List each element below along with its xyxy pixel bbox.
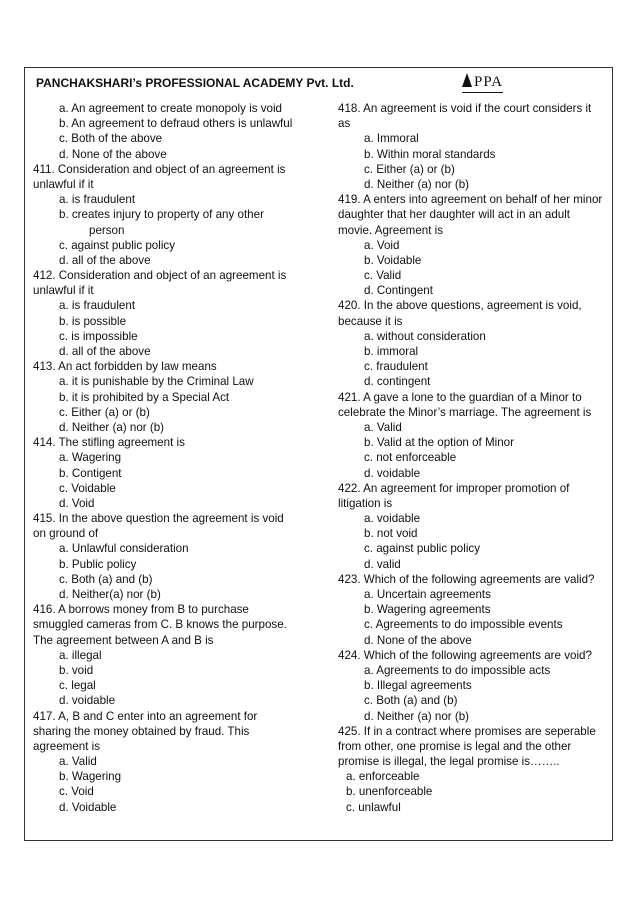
question-line: on ground of bbox=[33, 527, 99, 541]
question-line: 413. An act forbidden by law means bbox=[33, 360, 217, 374]
option-line: b. immoral bbox=[364, 345, 419, 358]
option-line: c. against public policy bbox=[364, 542, 480, 556]
option-line: a. An agreement to create monopoly is void bbox=[59, 102, 282, 115]
option-line: b. void bbox=[59, 663, 94, 677]
question-line: as bbox=[338, 117, 351, 131]
question-line: smuggled cameras from C. B knows the purpose. bbox=[33, 618, 287, 632]
option-line: d. all of the above bbox=[59, 345, 151, 358]
option-line: d. Neither (a) nor (b) bbox=[59, 420, 165, 434]
ppa-logo bbox=[462, 72, 503, 93]
option-line: d. all of the above bbox=[59, 253, 151, 267]
question-line: 419. A enters into agreement on behalf of her minor bbox=[338, 193, 603, 207]
question-line: from other, one promise is legal and the other bbox=[338, 739, 572, 753]
question-line: 414. The stifling agreement is bbox=[33, 436, 185, 450]
question-line: litigation is bbox=[338, 496, 393, 510]
question-line: 411. Consideration and object of an agreement is bbox=[33, 162, 286, 176]
option-line: c. Both of the above bbox=[59, 132, 163, 146]
question-line: 425. If in a contract where promises are seperable bbox=[338, 724, 596, 738]
option-line: b. Voidable bbox=[364, 253, 422, 267]
question-line: daughter that her daughter will act in an adult bbox=[338, 208, 571, 222]
option-line: b. creates injury to property of any other bbox=[59, 208, 264, 222]
option-line: b. is possible bbox=[59, 314, 127, 328]
question-line: 412. Consideration and object of an agreement is bbox=[33, 269, 287, 283]
option-line: b. it is prohibited by a Special Act bbox=[59, 390, 230, 404]
option-line: d. None of the above bbox=[59, 147, 167, 161]
option-line: a. is fraudulent bbox=[59, 193, 136, 207]
question-line: agreement is bbox=[33, 739, 101, 753]
option-line: b. Wagering bbox=[59, 770, 122, 784]
option-line: b. Within moral standards bbox=[364, 147, 496, 161]
option-line: b. Public policy bbox=[59, 557, 137, 571]
option-line: a. Uncertain agreements bbox=[364, 588, 491, 601]
option-line: b. unenforceable bbox=[346, 785, 433, 799]
right-column bbox=[338, 101, 608, 815]
question-line: 420. In the above questions, agreement is void, bbox=[338, 299, 582, 313]
option-line: c. Either (a) or (b) bbox=[59, 405, 150, 419]
option-line: a. Immoral bbox=[364, 132, 419, 146]
option-line: d. Contingent bbox=[364, 284, 433, 298]
question-line: unlawful if it bbox=[33, 177, 94, 191]
left-column bbox=[33, 101, 313, 815]
option-line: a. Valid bbox=[364, 420, 402, 434]
option-line: d. Void bbox=[59, 496, 95, 510]
option-line: d. valid bbox=[364, 557, 401, 571]
option-line: a. Wagering bbox=[59, 451, 122, 465]
option-line: c. Both (a) and (b) bbox=[59, 572, 153, 586]
option-line: c. not enforceable bbox=[364, 451, 457, 465]
question-line: 415. In the above question the agreement is void bbox=[33, 512, 284, 526]
option-line: c. Both (a) and (b) bbox=[364, 694, 458, 708]
option-line: a. Unlawful consideration bbox=[59, 542, 189, 556]
option-line: a. illegal bbox=[59, 648, 102, 662]
page-header-title: PANCHAKSHARI’s PROFESSIONAL ACADEMY Pvt. Ltd. bbox=[36, 76, 354, 90]
option-line: a. Valid bbox=[59, 755, 97, 769]
option-line: a. Agreements to do impossible acts bbox=[364, 663, 551, 677]
option-line: c. Agreements to do impossible events bbox=[364, 618, 563, 632]
option-line: person bbox=[89, 223, 125, 237]
option-line: a. enforceable bbox=[346, 770, 420, 784]
option-line: a. is fraudulent bbox=[59, 299, 136, 313]
question-line: 418. An agreement is void if the court considers it bbox=[338, 102, 592, 115]
option-line: d. None of the above bbox=[364, 633, 472, 647]
question-line: 424. Which of the following agreements are void? bbox=[338, 648, 592, 662]
logo-text: PPA bbox=[474, 74, 504, 90]
option-line: c. legal bbox=[59, 679, 96, 693]
option-line: d. Neither (a) nor (b) bbox=[364, 177, 470, 191]
question-line: because it is bbox=[338, 314, 403, 328]
question-line: 417. A, B and C enter into an agreement for bbox=[33, 709, 258, 723]
option-line: a. voidable bbox=[364, 512, 421, 526]
option-line: b. Illegal agreements bbox=[364, 679, 472, 693]
question-line: 422. An agreement for improper promotion of bbox=[338, 481, 570, 495]
option-line: b. Valid at the option of Minor bbox=[364, 436, 514, 450]
question-line: The agreement between A and B is bbox=[33, 633, 214, 647]
question-line: movie. Agreement is bbox=[338, 223, 444, 237]
option-line: c. fraudulent bbox=[364, 360, 428, 374]
question-line: sharing the money obtained by fraud. This bbox=[33, 724, 250, 738]
option-line: d. Voidable bbox=[59, 800, 117, 814]
option-line: d. Neither(a) nor (b) bbox=[59, 588, 161, 601]
option-line: b. Contigent bbox=[59, 466, 122, 480]
option-line: c. against public policy bbox=[59, 238, 175, 252]
option-line: c. is impossible bbox=[59, 329, 138, 343]
question-line: 416. A borrows money from B to purchase bbox=[33, 603, 249, 617]
question-line: unlawful if it bbox=[33, 284, 94, 298]
option-line: d. voidable bbox=[59, 694, 116, 708]
logo-mark-icon bbox=[462, 73, 472, 87]
option-line: d. contingent bbox=[364, 375, 431, 389]
option-line: a. Void bbox=[364, 238, 400, 252]
question-line: 423. Which of the following agreements are valid? bbox=[338, 572, 595, 586]
option-line: c. Either (a) or (b) bbox=[364, 162, 455, 176]
option-line: c. unlawful bbox=[346, 800, 401, 814]
option-line: b. An agreement to defraud others is unlawful bbox=[59, 117, 293, 131]
option-line: a. without consideration bbox=[364, 329, 486, 343]
option-line: d. Neither (a) nor (b) bbox=[364, 709, 470, 723]
option-line: d. voidable bbox=[364, 466, 421, 480]
option-line: c. Void bbox=[59, 785, 94, 799]
option-line: c. Voidable bbox=[59, 481, 116, 495]
question-line: promise is illegal, the legal promise is…….. bbox=[338, 755, 560, 769]
option-line: b. Wagering agreements bbox=[364, 603, 491, 617]
option-line: a. it is punishable by the Criminal Law bbox=[59, 375, 254, 389]
option-line: b. not void bbox=[364, 527, 418, 541]
question-line: celebrate the Minor’s marriage. The agreement is bbox=[338, 405, 592, 419]
option-line: c. Valid bbox=[364, 269, 402, 283]
question-line: 421. A gave a lone to the guardian of a Minor to bbox=[338, 390, 582, 404]
